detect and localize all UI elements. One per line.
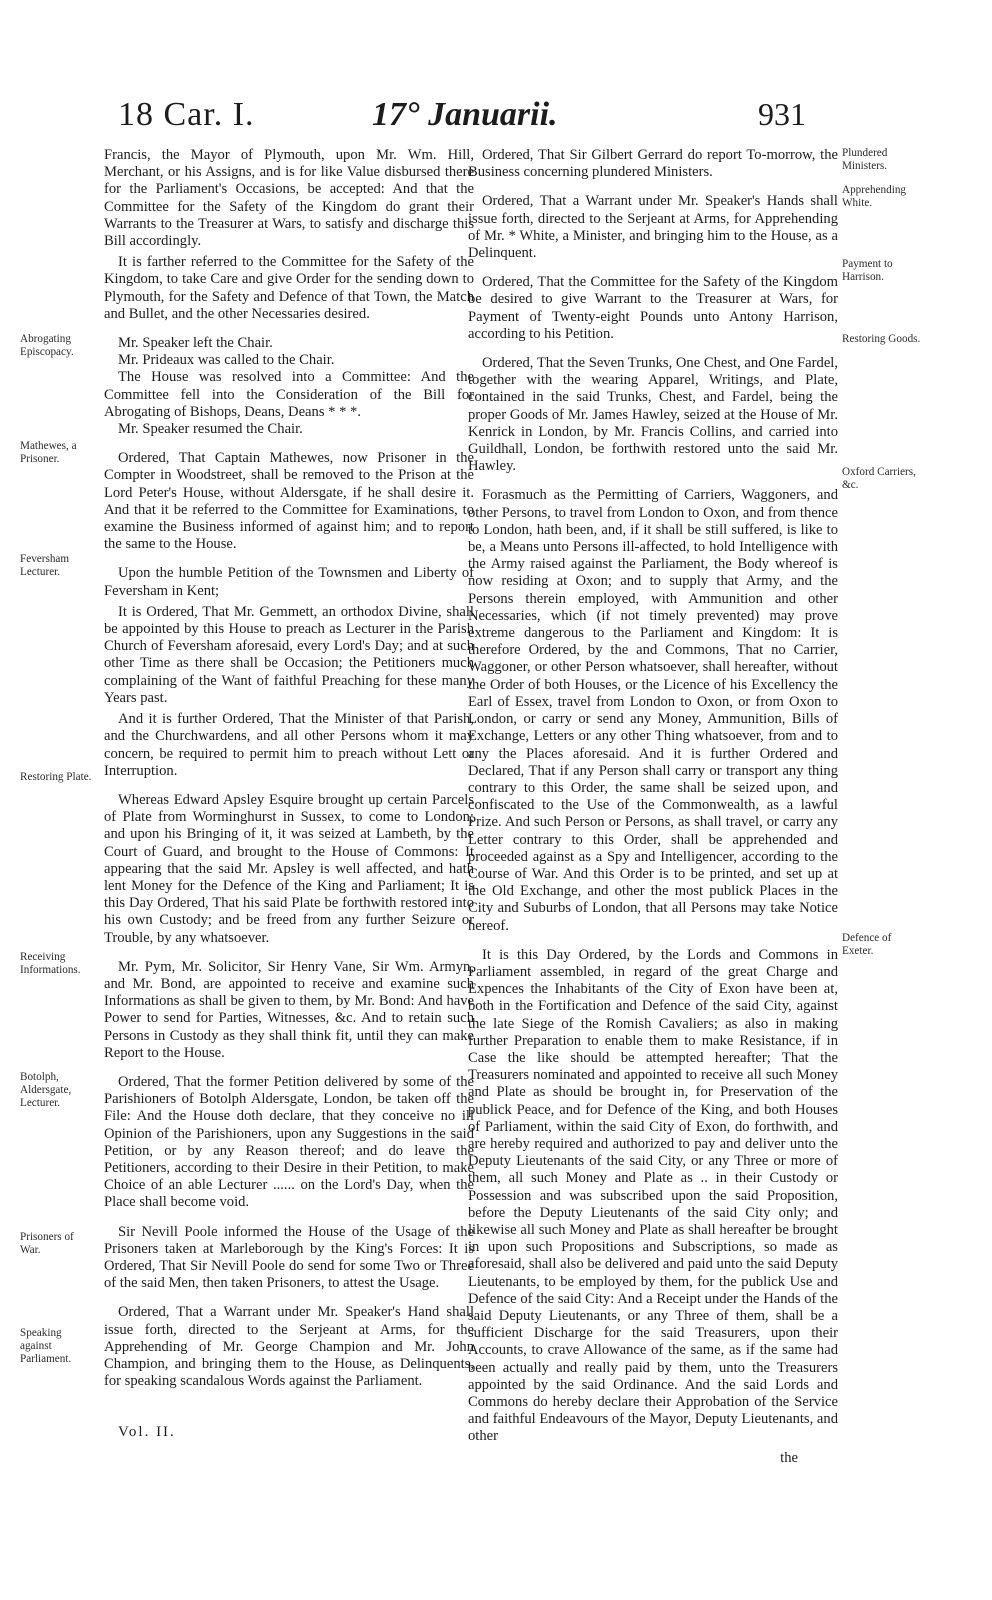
margin-note: Defence of Exeter. (842, 932, 892, 957)
margin-note: Restoring Plate. (20, 771, 92, 783)
margin-note: Payment to Harrison. (842, 258, 893, 283)
paragraph: Ordered, That Captain Mathewes, now Prisoner in the Compter in Woodstreet, shall be removed to the Prison at the Lord Peter's House, without Aldersgate, if he shall desire it. And that it be referred to the Committee for Examinations, to examine the Business informed of against him; and to report the same to the House. (104, 450, 474, 553)
margin-note: Plundered Ministers. (842, 147, 888, 172)
paragraph: Mr. Speaker left the Chair. (118, 335, 273, 352)
margin-note: Feversham Lecturer. (20, 553, 70, 578)
paragraph: It is this Day Ordered, by the Lords and Commons in Parliament assembled, in regard of the great Charge and Expences the Inhabitants of the City of Exon have been at, both in the Fortification and Defence of the said City, against the late Siege of the Romish Cavaliers; as also in making further Preparation to enable them to make Resistance, if in Case the like should be attempted hereafter; That the Treasurers nominated and appointed to receive all such Money and Plate as should be brought in, for Preservation of the publick Peace, and for Defence of the King, and both Houses of Parliament, within the said City of Exon, do forthwith, and are hereby required and authorized to pay and deliver unto the Deputy Lieutenants of the said City, or any Three or more of them, all such Money and Plate as .. in their Custody or Possession and was subscribed upon the said Proposition, before the Deputy Lieutenants of the said City only; and likewise all such Money and Plate as shall hereafter be brought in upon such Propositions and Subscriptions, so made as aforesaid, shall also be delivered and paid unto the said Deputy Lieutenants, to be employed by them, for the publick Use and Defence of the said City: And a Receipt under the Hands of the said Deputy Lieutenants, or any Three of them, shall be a sufficient Discharge for the said Treasurers, upon their Accounts, to crave Allowance of the same, as if the same had been actually and really paid by them, unto the Treasurers appointed by the said Ordinance. And the said Lords and Commons do hereby declare their Approbation of the Service and faithful Endeavours of the Mayor, Deputy Lieutenants, and other (468, 946, 838, 1445)
margin-note: Receiving Informations. (20, 951, 81, 976)
paragraph: And it is further Ordered, That the Minister of that Parish, and the Churchwardens, and all other Persons whom it may concern, be required to permit him to preach without Lett or Interruption. (104, 711, 474, 779)
paragraph: Ordered, That Sir Gilbert Gerrard do report To-morrow, the Business concerning plundered Ministers. (468, 147, 838, 181)
paragraph: Forasmuch as the Permitting of Carriers, Waggoners, and other Persons, to travel from London to Oxon, and from thence to London, hath been, and, if it shall be still suffered, is like to be, a Means unto Persons ill-affected, to hold Intelligence with the Army raised against the Parliament, the Body whereof is now residing at Oxon; and to supply that Army, and the Persons therein employed, with Ammunition and other Necessaries, which (if not timely prevented) may prove extreme dangerous to the Parliament and Kingdom: It is therefore Ordered, by the and Commons, That no Carrier, Waggoner, or other Person whatsoever, shall hereafter, without the Order of both Houses, or the Licence of his Excellency the Earl of Essex, travel from London to Oxon, or from Oxon to London, or carry or send any Money, Ammunition, Bills of Exchange, Letters or any other Thing whatsoever, from and to any the Places aforesaid. And it is further Ordered and Declared, That if any Person shall carry or transport any thing contrary to this Order, the same shall be seized upon, and confiscated to the Use of the Commonwealth, as a lawful Prize. And such Person or Persons, as shall travel, or carry any Letter contrary to this Order, shall be apprehended and proceeded against as a Spy and Intelligencer, according to the Course of War. And this Order is to be printed, and set up at the Old Exchange, and other the most publick Places in the City and Suburbs of London, that all Persons may take Notice hereof. (468, 487, 838, 934)
page-date: 17° Januarii. (372, 96, 558, 133)
margin-note: Mathewes, a Prisoner. (20, 440, 77, 465)
margin-note: Oxford Carriers, &c. (842, 466, 916, 491)
paragraph: Mr. Pym, Mr. Solicitor, Sir Henry Vane, Sir Wm. Armyn, and Mr. Bond, are appointed to receive and examine such Informations as shall be given to them, by Mr. Bond: And have Power to send for Parties, Witnesses, &c. And to retain such Persons in Custody as they shall think fit, until they can make Report to the House. (104, 958, 474, 1061)
page-header (0, 96, 992, 142)
paragraph: Ordered, That a Warrant under Mr. Speaker's Hand shall issue forth, directed to the Serjeant at Arms, for the Apprehending of Mr. George Champion and Mr. John Champion, and bringing them to the House, as Delinquents, for speaking scandalous Words against the Parliament. (104, 1304, 474, 1390)
margin-note: Botolph, Aldersgate, Lecturer. (20, 1071, 72, 1109)
left-column (104, 147, 474, 1394)
paragraph: Ordered, That a Warrant under Mr. Speaker's Hands shall issue forth, directed to the Serjeant at Arms, for Apprehending of Mr. * White, a Minister, and bringing him to the House, as a Delinquent. (468, 193, 838, 262)
paragraph: Mr. Prideaux was called to the Chair. (118, 352, 335, 369)
catchword: the (780, 1449, 798, 1466)
right-column (468, 147, 838, 1467)
volume-signature: Vol. II. (118, 1424, 176, 1440)
margin-note: Speaking against Parliament. (20, 1327, 72, 1365)
margin-note: Apprehending White. (842, 184, 907, 209)
paragraph: Francis, the Mayor of Plymouth, upon Mr. Wm. Hill, Merchant, or his Assigns, and is for like Value disbursed there for the Parliament's Occasions, be accepted: And that the Committee for the Safety of the Kingdom do grant their Warrants to the Treasurer at Wars, to satisfy and discharge this Bill accordingly. (104, 147, 474, 250)
regnal-year: 18 Car. I. (118, 96, 255, 133)
paragraph: Upon the humble Petition of the Townsmen and Liberty of Feversham in Kent; (104, 565, 474, 599)
margin-note: Restoring Goods. (842, 333, 921, 345)
paragraph: Whereas Edward Apsley Esquire brought up certain Parcels of Plate from Worminghurst in Sussex, to come to London; and upon his Bringing of it, it was seized at Lambeth, by the Court of Guard, and brought to the House of Commons: It appearing that the said Mr. Apsley is well affected, and hath lent Money for the Defence of the King and Parliament; It is this Day Ordered, That his said Plate be forthwith restored into his own Custody; and be freed from any further Seizure or Trouble, by any whatsoever. (104, 791, 474, 946)
margin-note: Prisoners of War. (20, 1231, 74, 1256)
paragraph: It is farther referred to the Committee for the Safety of the Kingdom, to take Care and give Order for the sending down to Plymouth, for the Safety and Defence of that Town, the Match and Bullet, and the other Necessaries desired. (104, 254, 474, 322)
paragraph: Ordered, That the former Petition delivered by some of the Parishioners of Botolph Aldersgate, London, be taken off the File: And the House doth declare, that they conceive no ill Opinion of the Parishioners, upon any Suggestions in the said Petition, or by any Reason thereof; and do leave the Petitioners, according to their Desire in their Petition, to make Choice of an able Lecturer ...... on the Lord's Day, when the Place shall become void. (104, 1073, 474, 1211)
margin-note: Abrogating Episcopacy. (20, 333, 74, 358)
paragraph: It is Ordered, That Mr. Gemmett, an orthodox Divine, shall be appointed by this House to preach as Lecturer in the Parish Church of Feversham aforesaid, every Lord's Day; and at such other Time as there shall be Occasion; the Petitioners much complaining of the Want of faithful Preaching for these many Years past. (104, 603, 474, 706)
paragraph: The House was resolved into a Committee: And the Committee fell into the Consideration of the Bill for Abrogating of Bishops, Deans, Deans * * *. (104, 369, 474, 420)
paragraph: Mr. Speaker resumed the Chair. (118, 421, 303, 438)
paragraph: Ordered, That the Committee for the Safety of the Kingdom be desired to give Warrant to the Treasurer at Wars, for Payment of Twenty-eight Pounds unto Antony Harrison, according to his Petition. (468, 274, 838, 342)
paragraph: Sir Nevill Poole informed the House of the Usage of the Prisoners taken at Marleborough by the King's Forces: It is Ordered, That Sir Nevill Poole do send for some Two or Three of the said Men, then taken Prisoners, to attest the Usage. (104, 1223, 474, 1292)
page-number: 931 (758, 96, 806, 132)
paragraph: Ordered, That the Seven Trunks, One Chest, and One Fardel, together with the wearing Apparel, Writings, and Plate, contained in the said Trunks, Chest, and Fardel, being the proper Goods of Mr. James Hawley, seized at the House of Mr. Kenrick in London, by Mr. Francis Collins, and carried into Guildhall, London, be forthwith restored unto the said Mr. Hawley. (468, 355, 839, 475)
